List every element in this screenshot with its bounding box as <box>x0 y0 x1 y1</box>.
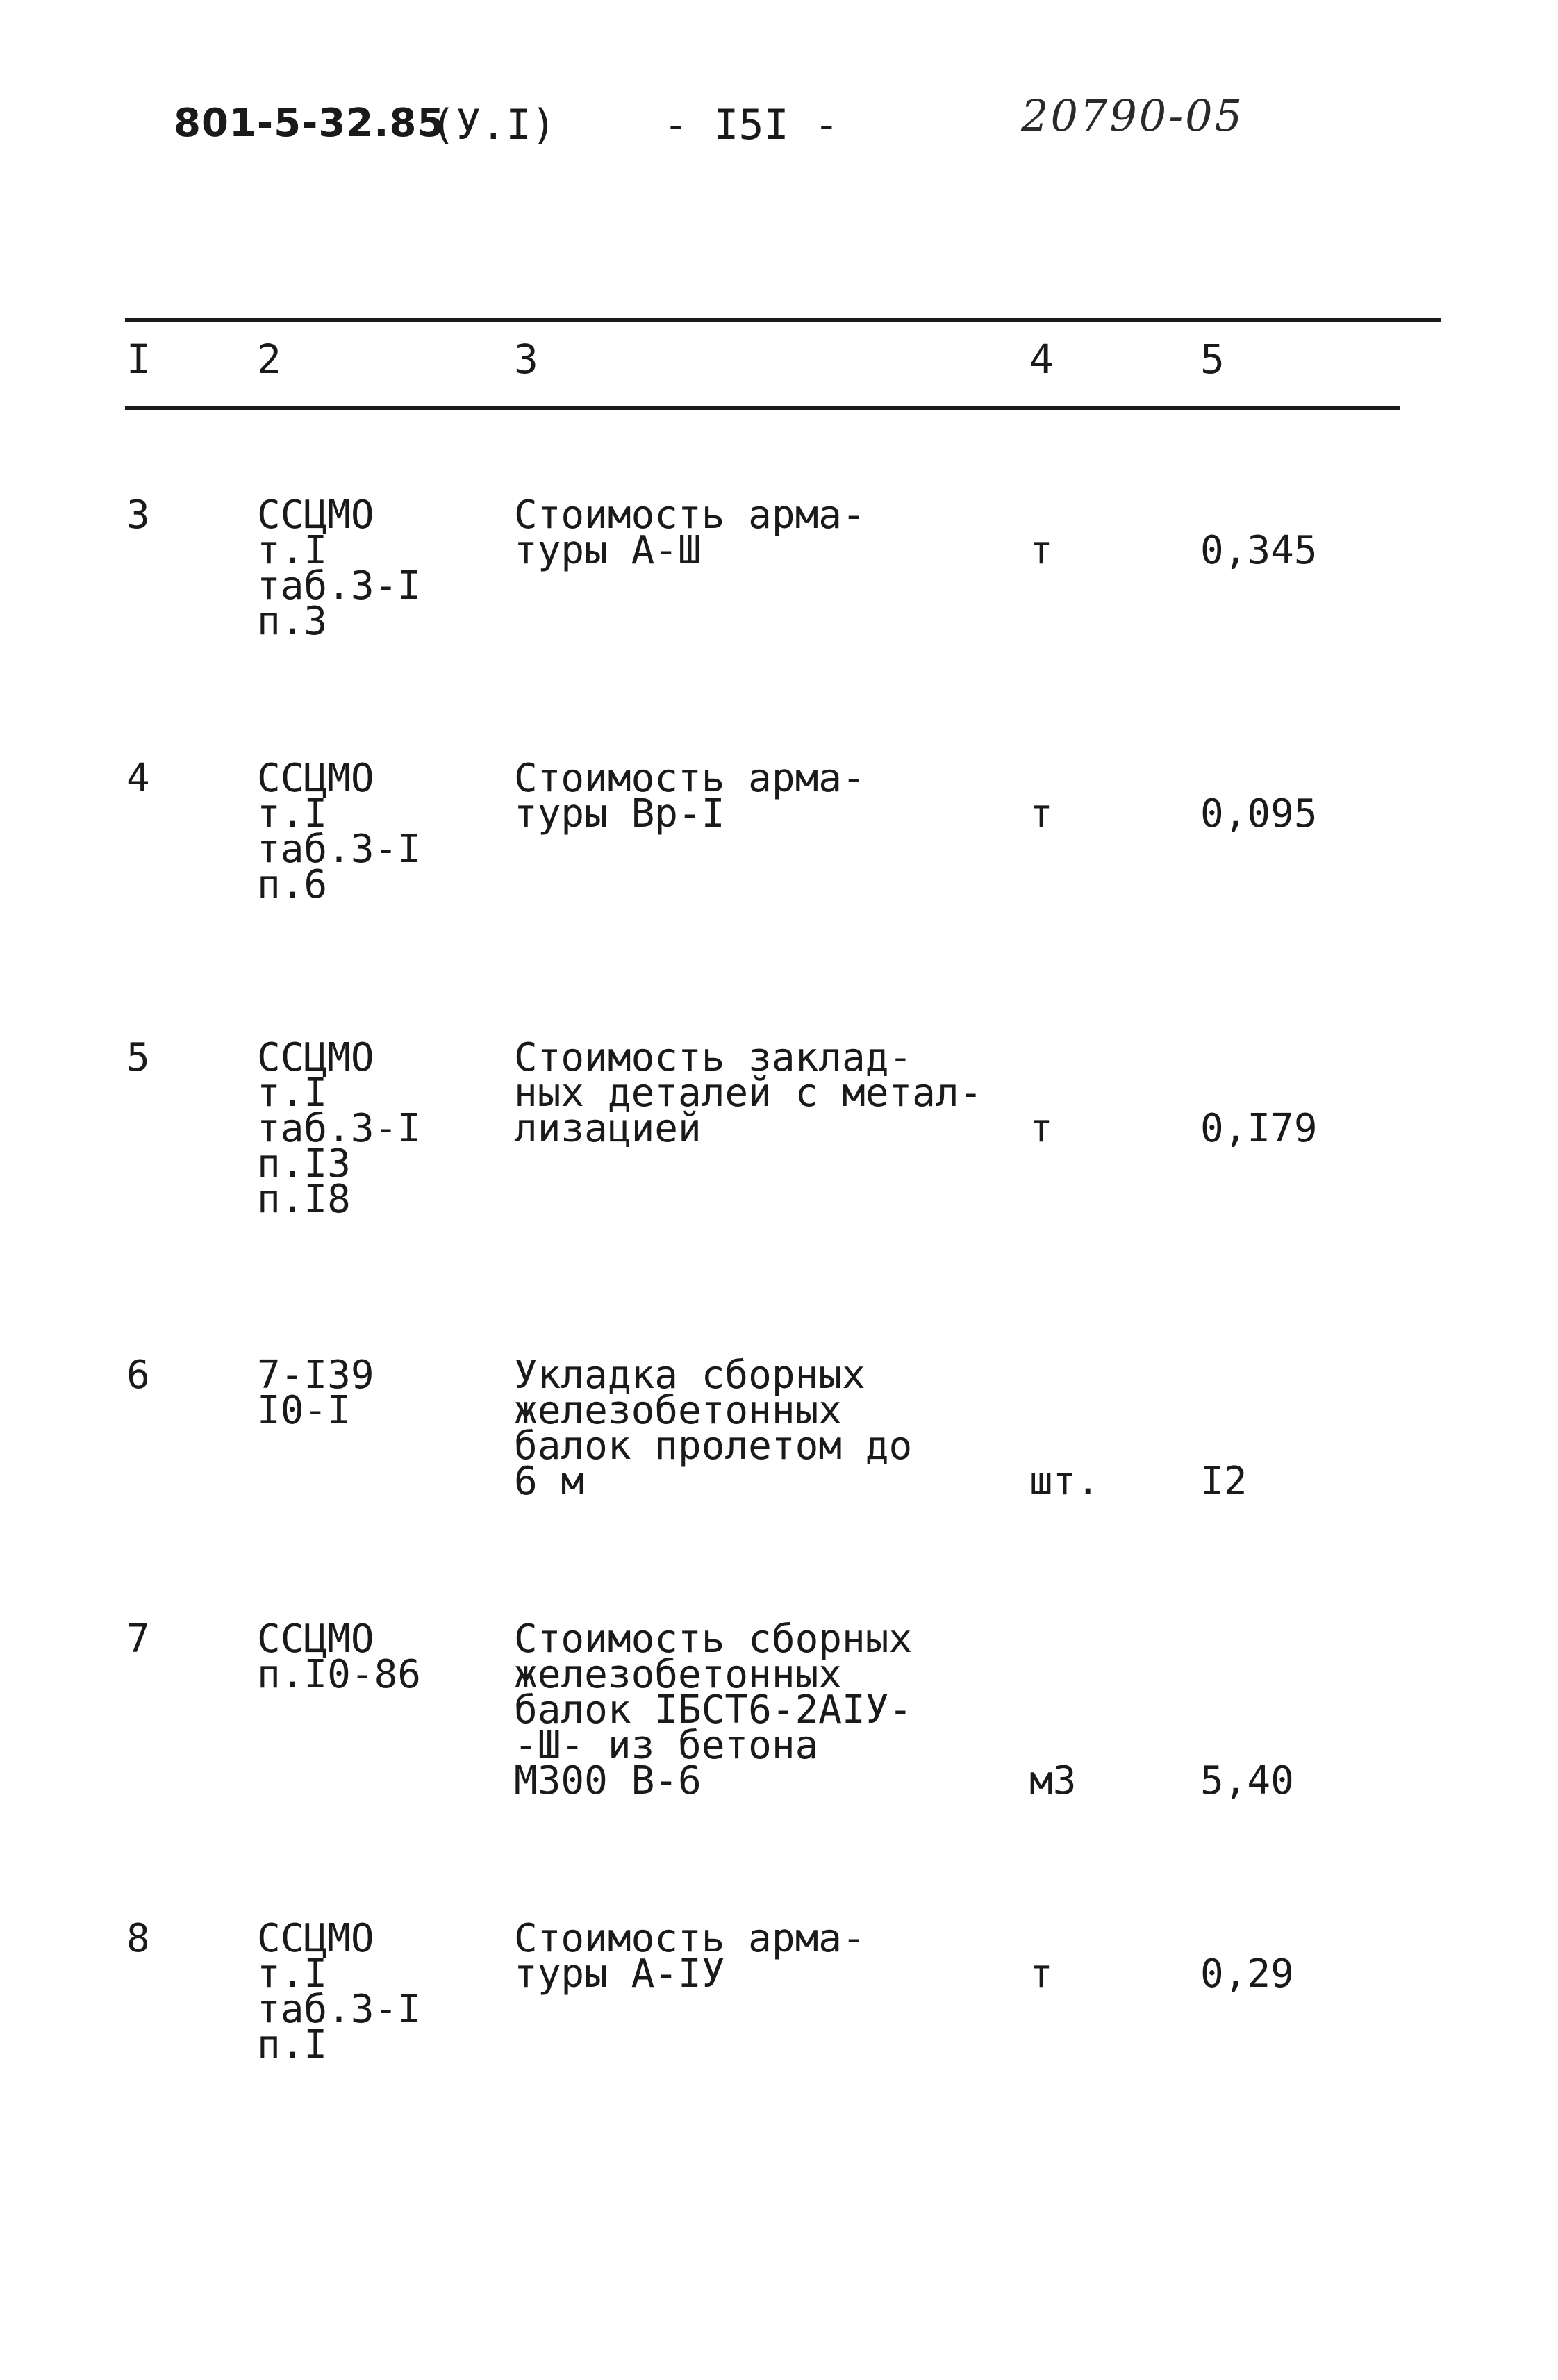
document-code: 801-5-32.85 <box>174 101 445 146</box>
volume-label: (У.I) <box>431 101 556 149</box>
row-quantity: 0,I79 <box>1200 1106 1318 1151</box>
table-top-rule <box>125 318 1441 322</box>
row-reference: ССЦМО т.I таб.3-I п.6 <box>257 756 422 907</box>
page-number: - I5I - <box>663 101 839 149</box>
row-number: 3 <box>126 493 150 538</box>
row-unit: т <box>1029 1951 1053 1997</box>
handwritten-inventory-number: 20790-05 <box>1021 90 1245 141</box>
column-header-2: 2 <box>257 336 281 383</box>
row-number: 6 <box>126 1353 150 1398</box>
row-reference: ССЦМО п.I0-86 <box>257 1617 422 1697</box>
row-quantity: 5,40 <box>1200 1758 1294 1803</box>
row-reference: ССЦМО т.I таб.3-I п.I <box>257 1916 422 2067</box>
row-reference: ССЦМО т.I таб.3-I п.3 <box>257 493 422 644</box>
row-number: 8 <box>126 1916 150 1961</box>
row-unit: м3 <box>1029 1758 1077 1803</box>
row-quantity: I2 <box>1200 1459 1248 1504</box>
row-description: Стоимость арма- туры А-Ш <box>514 493 865 573</box>
row-reference: ССЦМО т.I таб.3-I п.I3 п.I8 <box>257 1035 422 1222</box>
row-description: Стоимость заклад- ных деталей с метал- лизацией <box>514 1035 983 1151</box>
row-number: 7 <box>126 1617 150 1662</box>
column-header-1: I <box>126 336 151 383</box>
row-description: Стоимость арма- туры А-IУ <box>514 1916 865 1997</box>
row-unit: шт. <box>1029 1459 1100 1504</box>
row-unit: т <box>1029 1106 1053 1151</box>
column-header-5: 5 <box>1200 336 1225 383</box>
row-unit: т <box>1029 791 1053 836</box>
column-header-3: 3 <box>514 336 538 383</box>
row-quantity: 0,29 <box>1200 1951 1294 1997</box>
row-quantity: 0,095 <box>1200 791 1318 836</box>
row-reference: 7-I39 I0-I <box>257 1353 374 1433</box>
table-header-rule <box>125 406 1400 410</box>
row-description: Стоимость сборных железобетонных балок IБСТ6-2АIУ- -Ш- из бетона М300 В-6 <box>514 1617 913 1803</box>
column-header-4: 4 <box>1029 336 1054 383</box>
row-number: 4 <box>126 756 150 801</box>
row-number: 5 <box>126 1035 150 1080</box>
row-description: Стоимость арма- туры Вр-I <box>514 756 865 836</box>
row-description: Укладка сборных железобетонных балок пролетом до 6 м <box>514 1353 913 1504</box>
row-quantity: 0,345 <box>1200 528 1318 573</box>
row-unit: т <box>1029 528 1053 573</box>
